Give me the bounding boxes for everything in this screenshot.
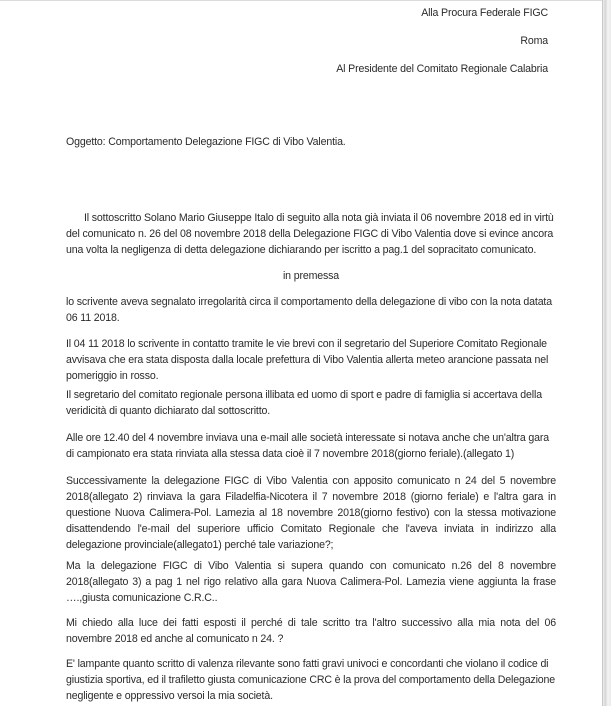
recipient-presidente: Al Presidente del Comitato Regionale Calabria: [336, 63, 548, 75]
paragraph-email: Alle ore 12.40 del 4 novembre inviava una e-mail alle società interessate si notava anche che un'altra gara di campionato era stata rinviata alla stessa data cioè il 7 novembre 2018(giorno feriale).(allegato 1): [66, 432, 550, 460]
paragraph-segretario: Il segretario del comitato regionale persona illibata ed uomo di sport e padre di famiglia si accertava della veridicità di quanto dichiarato dal sottoscritto.: [66, 389, 542, 417]
paragraph-chiedo: Mi chiedo alla luce dei fatti esposti il perché di tale scritto tra l'altro successivo alla mia nota del 06 novembre 2018 ed anche al comunicato n 24. ?: [66, 617, 556, 645]
premessa-heading: in premessa: [282, 270, 340, 282]
page-edge-scrollbar[interactable]: [602, 0, 611, 706]
paragraph-contatto: Il 04 11 2018 lo scrivente in contatto tramite le vie brevi con il segretario del Superiore Comitato Regionale avvisava che era stata disposta dalla locale prefettura di Vibo Valentia allerta meteo arancione passata nel pomeriggio in rosso.: [66, 338, 549, 382]
paragraph-segnalato: lo scrivente aveva segnalato irregolarità circa il comportamento della delegazione di vibo con la nota datata 06 11 2018.: [66, 296, 552, 324]
recipient-city: Roma: [520, 35, 548, 47]
paragraph-successivamente: Successivamente la delegazione FIGC di Vibo Valentia con apposito comunicato n 24 del 5 novembre 2018(allegato 2) rinviava la gara Filadelfia-Nicotera il 7 novembre 2018 (giorno feriale) e l'altra gara in questione Nuova Calimera-Pol. Lamezia al 18 novembre 2018(giorno festivo) con la stessa motivazione disattendendo l'e-mail del superiore ufficio Comitato Regionale che l'aveva inviata in indirizzo alla delegazione provinciale(allegato1) perché tale variazione?;: [66, 475, 556, 551]
recipient-procura: Alla Procura Federale FIGC: [421, 7, 548, 19]
paragraph-intro: Il sottoscritto Solano Mario Giuseppe Italo di seguito alla nota già inviata il 06 novembre 2018 ed in virtù del comunicato n. 26 del 08 novembre 2018 della Delegazione FIGC di Vibo Valentia dove si evince ancora una volta la negligenza di detta delegazione dichiarando per iscritto a pag.1 del sopracitato comunicato.: [66, 212, 554, 256]
subject-line: Oggetto: Comportamento Delegazione FIGC di Vibo Valentia.: [66, 136, 346, 148]
paragraph-lampante: E' lampante quanto scritto di valenza rilevante sono fatti gravi univoci e concordanti che violano il codice di giustizia sportiva, ed il trafiletto giusta comunicazione CRC è la prova del comportamento della Delegazione negligente e oppressivo versoi la mia società.: [66, 658, 556, 702]
paragraph-supera: Ma la delegazione FIGC di Vibo Valentia si supera quando con comunicato n.26 del 8 novembre 2018(allegato 3) a pag 1 nel rigo relativo alla gara Nuova Calimera-Pol. Lamezia viene aggiunta la frase ….,giusta comunicazione C.R.C..: [66, 560, 556, 604]
